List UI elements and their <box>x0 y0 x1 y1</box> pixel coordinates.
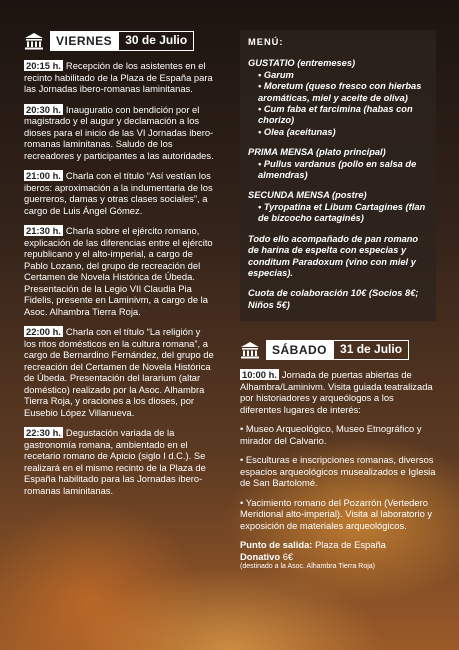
dish-item: • Moretum (queso fresco con hierbas aromáticas, miel y aceite de oliva) <box>258 81 422 103</box>
menu-title: MENÚ: <box>248 37 284 47</box>
event-text: Recepción de los asistentes en el recinto habilitado de la Plaza de España para las Jornadas ibero-romanas laminitanas. <box>24 60 213 94</box>
donation-value: 6€ <box>282 550 294 562</box>
friday-column <box>24 30 214 505</box>
donation <box>240 551 436 563</box>
menu-price: Cuota de colaboración 10€ (Socios 8€; Niños 5€) <box>248 288 419 310</box>
meeting-point-value: Plaza de España <box>315 539 386 551</box>
date-label: 30 de Julio <box>118 31 194 51</box>
event-text: Charla con el título “Así vestían los iberos: aproximación a la indumentaria de los guerreros, damas y otras clases sociales”, a cargo de Luis Ángel Gómez. <box>24 170 213 216</box>
date-label: 31 de Julio <box>333 340 409 360</box>
event-time: 21:30 h. <box>26 225 61 236</box>
secunda-heading: SECUNDA MENSA (postre) <box>248 190 367 201</box>
event-text: Jornada de puertas abiertas de Alhambra/Laminivm. Visita guiada teatralizada por historiadores y arqueólogos a los diferentes lugares de interés: <box>240 369 433 415</box>
day-label: SÁBADO <box>266 340 333 360</box>
event-1 <box>24 60 214 95</box>
event-text: Inauguratio con bendición por el magistrado y el augur y declamación a los dioses para el inicio de las VI Jornadas ibero-romanas laminitanas. Saludo de los recreadores y participantes a las autoridades. <box>24 103 214 161</box>
donation-label: Donativo <box>240 550 281 562</box>
event-time: 10:00 h. <box>242 369 277 381</box>
event-time: 22:30 h. <box>26 427 61 438</box>
event-4 <box>24 225 214 317</box>
dish-item: • Pullus vardanus (pollo en salsa de almendras) <box>258 158 417 181</box>
menu-accompaniment: Todo ello acompañado de pan romano de harina de espelta con especias y conditum Paradoxum (vino con miel y especias). <box>248 233 419 278</box>
event-time: 20:30 h. <box>26 103 61 115</box>
dish-item: • Cum faba et farcimina (habas con chorizo) <box>258 104 413 126</box>
visit-item: • Yacimiento romano del Pozarrón (Vertedero Meridional alto-imperial). Visita al laboratorio y exposición de materiales arqueológicos. <box>240 496 433 531</box>
event-6 <box>24 427 214 496</box>
menu-box <box>240 30 436 321</box>
visit-item: • Esculturas e inscripciones romanas, diversos espacios arqueológicos musealizados e Iglesia de San Bartolomé. <box>240 454 436 489</box>
right-column <box>240 30 436 571</box>
dish-item: • Tyropatina et Libum Cartagines (flan de bizcocho cartaginés) <box>258 201 426 224</box>
day-label: VIERNES <box>50 31 118 51</box>
event-5 <box>24 326 214 418</box>
event-text: Charla con el título “La religión y los ritos domésticos en la cultura romana”, a cargo de Bernardino Fernández, del grupo de recreación del Certamen de Novela Histórica de Úbeda. Presentación del lararium (altar doméstico) realizado por la Asoc. Alhambra Tierra Roja, y oraciones a los dioses, por Eusebio López Villanueva. <box>24 326 214 418</box>
meeting-point <box>240 539 436 551</box>
saturday-intro <box>240 369 436 415</box>
meeting-point-label: Punto de salida: <box>240 539 313 551</box>
friday-header <box>24 30 214 52</box>
temple-icon <box>24 32 44 50</box>
saturday-header <box>240 339 436 361</box>
visit-item: • Museo Arqueológico, Museo Etnográfico y mirador del Calvario. <box>240 423 422 446</box>
event-time: 21:00 h. <box>26 170 61 181</box>
dish-item: • Garum <box>258 69 294 80</box>
event-3 <box>24 170 214 216</box>
temple-icon <box>240 341 260 359</box>
donation-note: (destinado a la Asoc. Alhambra Tierra Roja) <box>240 563 376 571</box>
event-text: Charla sobre el ejército romano, explicación de las diferencias entre el ejército republicano y el alto-imperial, a cargo de Pablo Lozano, del grupo de recreación del Certamen de Novela Histórica de Úbeda. Presentación de la Legio VII Claudia Pia Fidelis, presente en Laminivm, a cargo de la Asoc. Alhambra Tierra Roja. <box>24 225 213 317</box>
event-2 <box>24 104 214 162</box>
dish-item: • Olea (aceitunas) <box>258 126 336 137</box>
event-text: Degustación variada de la gastronomía romana, ambientado en el recetario romano de Apicio (siglo I d.C.). Se realizará en el mismo recinto de la Plaza de España habilitado para las Jornadas ibero-romanas laminitanas. <box>24 427 206 496</box>
prima-heading: PRIMA MENSA (plato principal) <box>248 147 386 158</box>
event-time: 20:15 h. <box>26 60 61 71</box>
gustatio-heading: GUSTATIO (entremeses) <box>248 58 356 69</box>
event-time: 22:00 h. <box>26 326 61 337</box>
